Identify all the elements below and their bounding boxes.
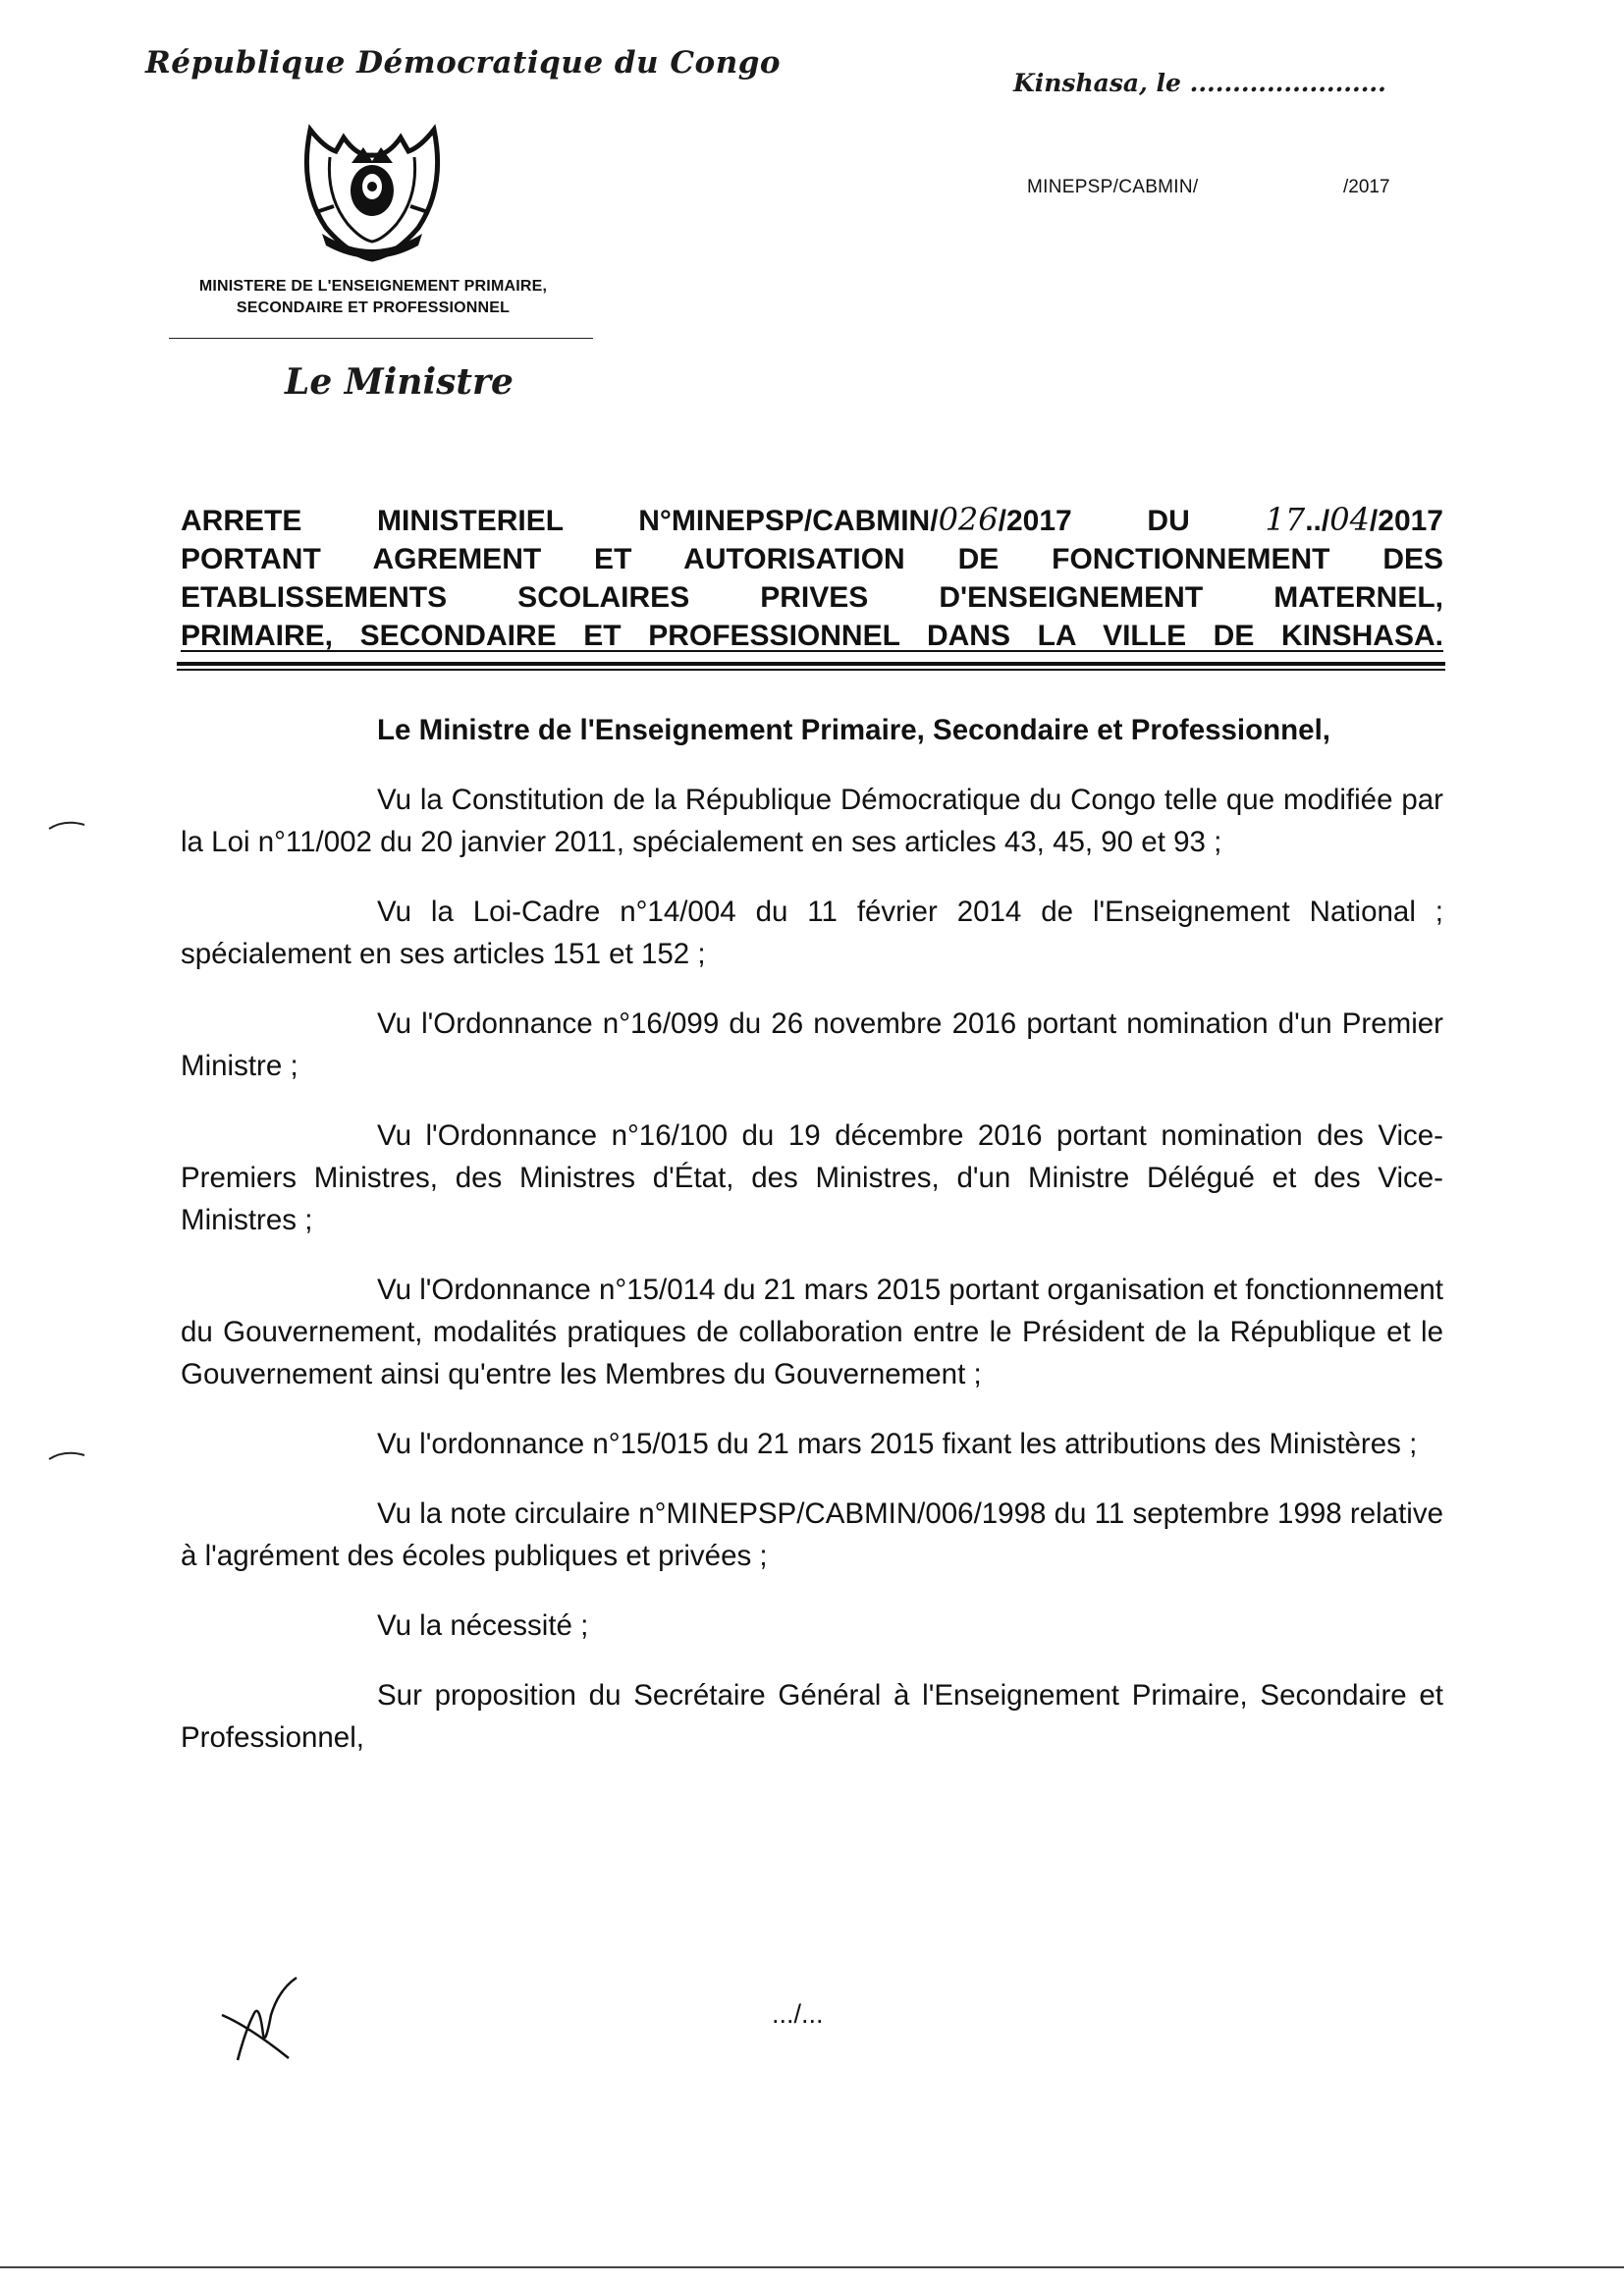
ministry-name-line2: SECONDAIRE ET PROFESSIONNEL (236, 299, 511, 316)
ministry-name (147, 276, 599, 319)
recital-paragraph: Vu la Loi-Cadre n°14/004 du 11 février 2014 de l'Enseignement National ; spécialement en ses articles 151 et 152 ; (181, 896, 1443, 970)
decree-number-year: /2017 (998, 505, 1072, 537)
decree-date-day: 17 (1265, 501, 1306, 538)
decree-date-separator: ../ (1305, 505, 1330, 537)
minister-title: Le Ministre (285, 361, 514, 403)
recital-paragraph: Vu l'Ordonnance n°16/100 du 19 décembre 2016 portant nomination des Vice-Premiers Ministres, des Ministres d'État, des Ministres, d'un Ministre Délégué et des Vice-Ministres ; (181, 1119, 1443, 1236)
reference-number: MINEPSP/CABMIN/ (1027, 177, 1199, 197)
decree-number-prefix: ARRETE MINISTERIEL N°MINEPSP/CABMIN/ (181, 505, 939, 537)
paraph-signature-icon (210, 1976, 308, 2064)
recital-paragraph: Vu la note circulaire n°MINEPSP/CABMIN/006/1998 du 11 septembre 1998 relative à l'agrément des écoles publiques et privées ; (181, 1497, 1443, 1572)
reference-year: /2017 (1343, 177, 1390, 197)
title-divider (177, 662, 1445, 666)
scan-mark (47, 1449, 86, 1463)
page-bottom-edge (0, 2266, 1624, 2268)
republic-heading: République Démocratique du Congo (145, 45, 782, 81)
title-divider-secondary (177, 669, 1445, 671)
coat-of-arms-emblem (293, 118, 452, 263)
page-continuation: .../... (772, 1999, 824, 2029)
decree-body (181, 709, 1443, 1786)
decree-title (181, 501, 1443, 655)
recital-paragraph: Vu l'Ordonnance n°16/099 du 26 novembre 2016 portant nomination d'un Premier Ministre ; (181, 1007, 1443, 1082)
decree-title-line2: PORTANT AGREMENT ET AUTORISATION DE FONCTIONNEMENT DES (181, 543, 1443, 575)
decree-title-line4: PRIMAIRE, SECONDAIRE ET PROFESSIONNEL DANS LA VILLE DE KINSHASA. (181, 620, 1443, 652)
decree-date-prefix: DU (1147, 505, 1266, 537)
ministry-name-line1: MINISTERE DE L'ENSEIGNEMENT PRIMAIRE, (198, 278, 548, 295)
recital-paragraph: Sur proposition du Secrétaire Général à l'Enseignement Primaire, Secondaire et Professionnel, (181, 1679, 1443, 1754)
decree-date-year: /2017 (1369, 505, 1443, 537)
recital-paragraph: Vu la Constitution de la République Démocratique du Congo telle que modifiée par la Loi n°11/002 du 20 janvier 2011, spécialement en ses articles 43, 45, 90 et 93 ; (181, 784, 1443, 858)
decree-date (1147, 501, 1443, 538)
recital-paragraph: Vu l'Ordonnance n°15/014 du 21 mars 2015 portant organisation et fonctionnement du Gouvernement, modalités pratiques de collaboration entre le Président de la République et le Gouvernement ainsi qu'entre les Membres du Gouvernement ; (181, 1274, 1443, 1390)
decree-title-line1 (181, 501, 1443, 540)
intro-paragraph: Le Ministre de l'Enseignement Primaire, Secondaire et Professionnel, (377, 714, 1330, 746)
decree-number-handwritten: 026 (938, 501, 999, 538)
ministry-divider (169, 338, 593, 339)
recital-paragraph: Vu la nécessité ; (377, 1609, 589, 1642)
decree-number (181, 501, 1072, 538)
scan-mark (47, 819, 86, 833)
recital-paragraph: Vu l'ordonnance n°15/015 du 21 mars 2015 fixant les attributions des Ministères ; (377, 1428, 1418, 1460)
decree-title-line3: ETABLISSEMENTS SCOLAIRES PRIVES D'ENSEIGNEMENT MATERNEL, (181, 581, 1443, 614)
city-date-line: Kinshasa, le ....................... (1013, 69, 1386, 97)
decree-date-month: 04 (1329, 501, 1370, 538)
